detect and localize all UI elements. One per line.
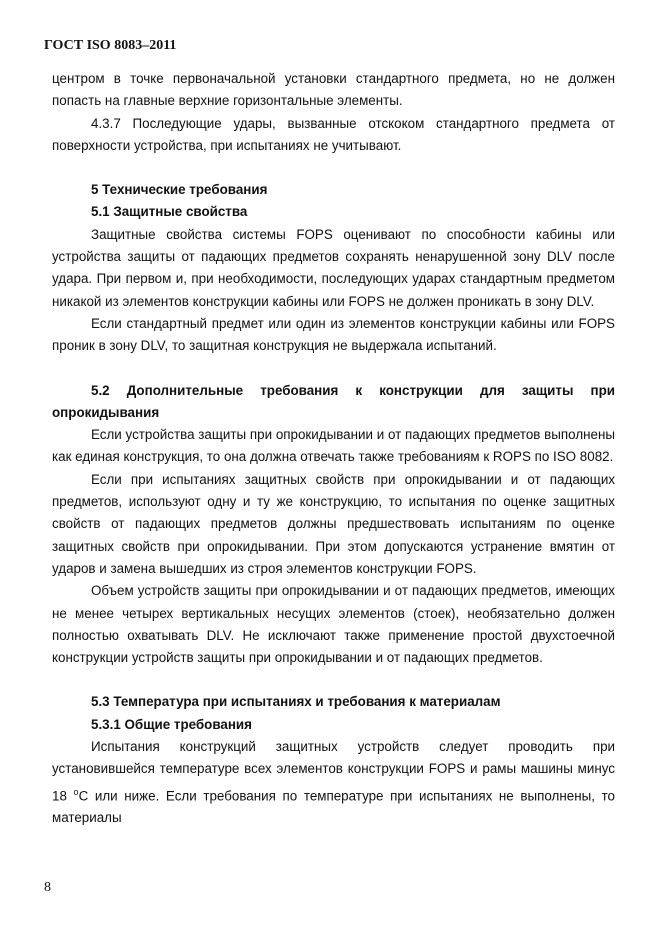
paragraph: Если устройства защиты при опрокидывании и от падающих предметов выполнены как единая конструкция, то она должна отвечать также требованиям к ROPS по ISO 8082.	[52, 427, 615, 465]
document-header: ГОСТ ISO 8083–2011	[44, 38, 177, 53]
section-heading: 5 Технические требования	[91, 182, 268, 198]
page-body	[52, 68, 615, 830]
paragraph: центром в точке первоначальной установки стандартного предмета, но не должен попасть на главные верхние горизонтальные элементы.	[52, 71, 615, 109]
paragraph: Защитные свойства системы FOPS оценивают по способности кабины или устройства защиты от падающих предметов сохранять ненарушенной зону DLV после удара. При первом и, при необходимости, последующих ударах стандартным предметом никакой из элементов конструкции кабины или FOPS не должен проникать в зону DLV.	[52, 226, 615, 309]
subsection-heading: 5.3.1 Общие требования	[91, 716, 252, 732]
paragraph	[52, 736, 615, 830]
paragraph: Объем устройств защиты при опрокидывании и от падающих предметов, имеющих не менее четырех вертикальных несущих элементов (стоек), необязательно должен полностью охватывать DLV. Не исключают также применение простой двухстоечной конструкции устройств защиты при опрокидывании и от падающих предметов.	[52, 583, 615, 666]
paragraph-text: C или ниже. Если требования по температуре при испытаниях не выполнены, то материалы	[52, 788, 616, 826]
subsection-heading: 5.3 Температура при испытаниях и требования к материалам	[91, 694, 501, 710]
subsection-heading: 5.1 Защитные свойства	[91, 204, 248, 220]
subsection-heading: 5.2 Дополнительные требования к конструкции для защиты при опрокидывания	[52, 382, 615, 420]
paragraph: 4.3.7 Последующие удары, вызванные отскоком стандартного предмета от поверхности устройства, при испытаниях не учитывают.	[52, 115, 615, 153]
paragraph-text: Испытания конструкций защитных устройств следует проводить при установившейся температуре всех элементов конструкции FOPS и рамы машины минус 18	[52, 739, 615, 804]
paragraph: Если стандартный предмет или один из элементов конструкции кабины или FOPS проник в зону DLV, то защитная конструкция не выдержала испытаний.	[52, 315, 615, 354]
degree-superscript: o	[73, 786, 79, 797]
page-number: 8	[44, 880, 51, 895]
paragraph: Если при испытаниях защитных свойств при опрокидывании и от падающих предметов, используют одну и ту же конструкцию, то испытания по оценке защитных свойств от падающих предметов должны предшествовать испытаниям по оценке защитных свойств при опрокидывании. При этом допускаются устранение вмятин от ударов и замена вышедших из строя элементов конструкции FOPS.	[52, 471, 615, 576]
